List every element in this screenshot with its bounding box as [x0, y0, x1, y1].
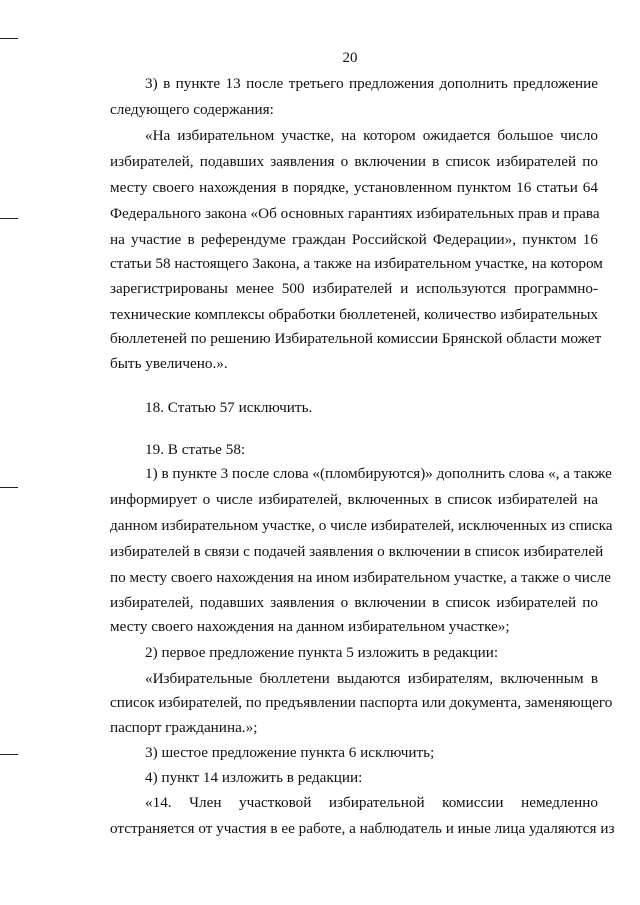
text-line: следующего содержания: — [110, 101, 274, 118]
text-line: «14. Член участковой избирательной комиссии немедленно — [145, 794, 598, 811]
text-line: избирателей, подавших заявления о включении в список избирателей по — [110, 594, 598, 611]
text-line: бюллетеней по решению Избирательной комиссии Брянской области может — [110, 330, 602, 347]
text-line: избирателей в связи с подачей заявления о включении в список избирателей — [110, 543, 604, 560]
scan-edge-mark — [0, 38, 18, 39]
text-line: избирателей, подавших заявления о включении в список избирателей по — [110, 153, 598, 170]
text-line: информирует о числе избирателей, включенных в список избирателей на — [110, 491, 598, 508]
text-line: Федерального закона «Об основных гарантиях избирательных прав и права — [110, 205, 600, 222]
text-line: 1) в пункте 3 после слова «(пломбируются)» дополнить слова «, а также — [145, 465, 612, 482]
text-line: данном избирательном участке, о числе избирателей, исключенных из списка — [110, 517, 613, 534]
text-line: список избирателей, по предъявлении паспорта или документа, заменяющего — [110, 694, 613, 711]
text-line: месту своего нахождения в порядке, установленном пунктом 16 статьи 64 — [110, 179, 598, 196]
text-line: технические комплексы обработки бюллетеней, количество избирательных — [110, 306, 598, 323]
scan-edge-mark — [0, 218, 18, 219]
text-line: паспорт гражданина.»; — [110, 719, 258, 736]
text-line: 18. Статью 57 исключить. — [145, 399, 313, 416]
page-number: 20 — [342, 50, 358, 66]
text-line: «На избирательном участке, на котором ожидается большое число — [145, 127, 598, 144]
text-line: 3) шестое предложение пункта 6 исключить; — [145, 744, 435, 761]
scan-edge-mark — [0, 487, 18, 488]
text-line: 4) пункт 14 изложить в редакции: — [145, 769, 363, 786]
text-line: 19. В статье 58: — [145, 441, 246, 458]
text-line: статьи 58 настоящего Закона, а также на избирательном участке, на котором — [110, 255, 603, 272]
text-line: быть увеличено.». — [110, 355, 228, 372]
scan-edge-mark — [0, 754, 18, 755]
text-line: 2) первое предложение пункта 5 изложить в редакции: — [145, 644, 499, 661]
text-line: «Избирательные бюллетени выдаются избирателям, включенным в — [145, 670, 598, 687]
text-line: на участие в референдуме граждан Российской Федерации», пунктом 16 — [110, 231, 598, 248]
text-line: месту своего нахождения на данном избирательном участке»; — [110, 618, 510, 635]
text-line: отстраняется от участия в ее работе, а наблюдатель и иные лица удаляются из — [110, 820, 615, 837]
text-line: по месту своего нахождения на ином избирательном участке, а также о числе — [110, 569, 611, 586]
text-line: 3) в пункте 13 после третьего предложения дополнить предложение — [145, 75, 598, 92]
text-line: зарегистрированы менее 500 избирателей и используются программно- — [110, 280, 598, 297]
